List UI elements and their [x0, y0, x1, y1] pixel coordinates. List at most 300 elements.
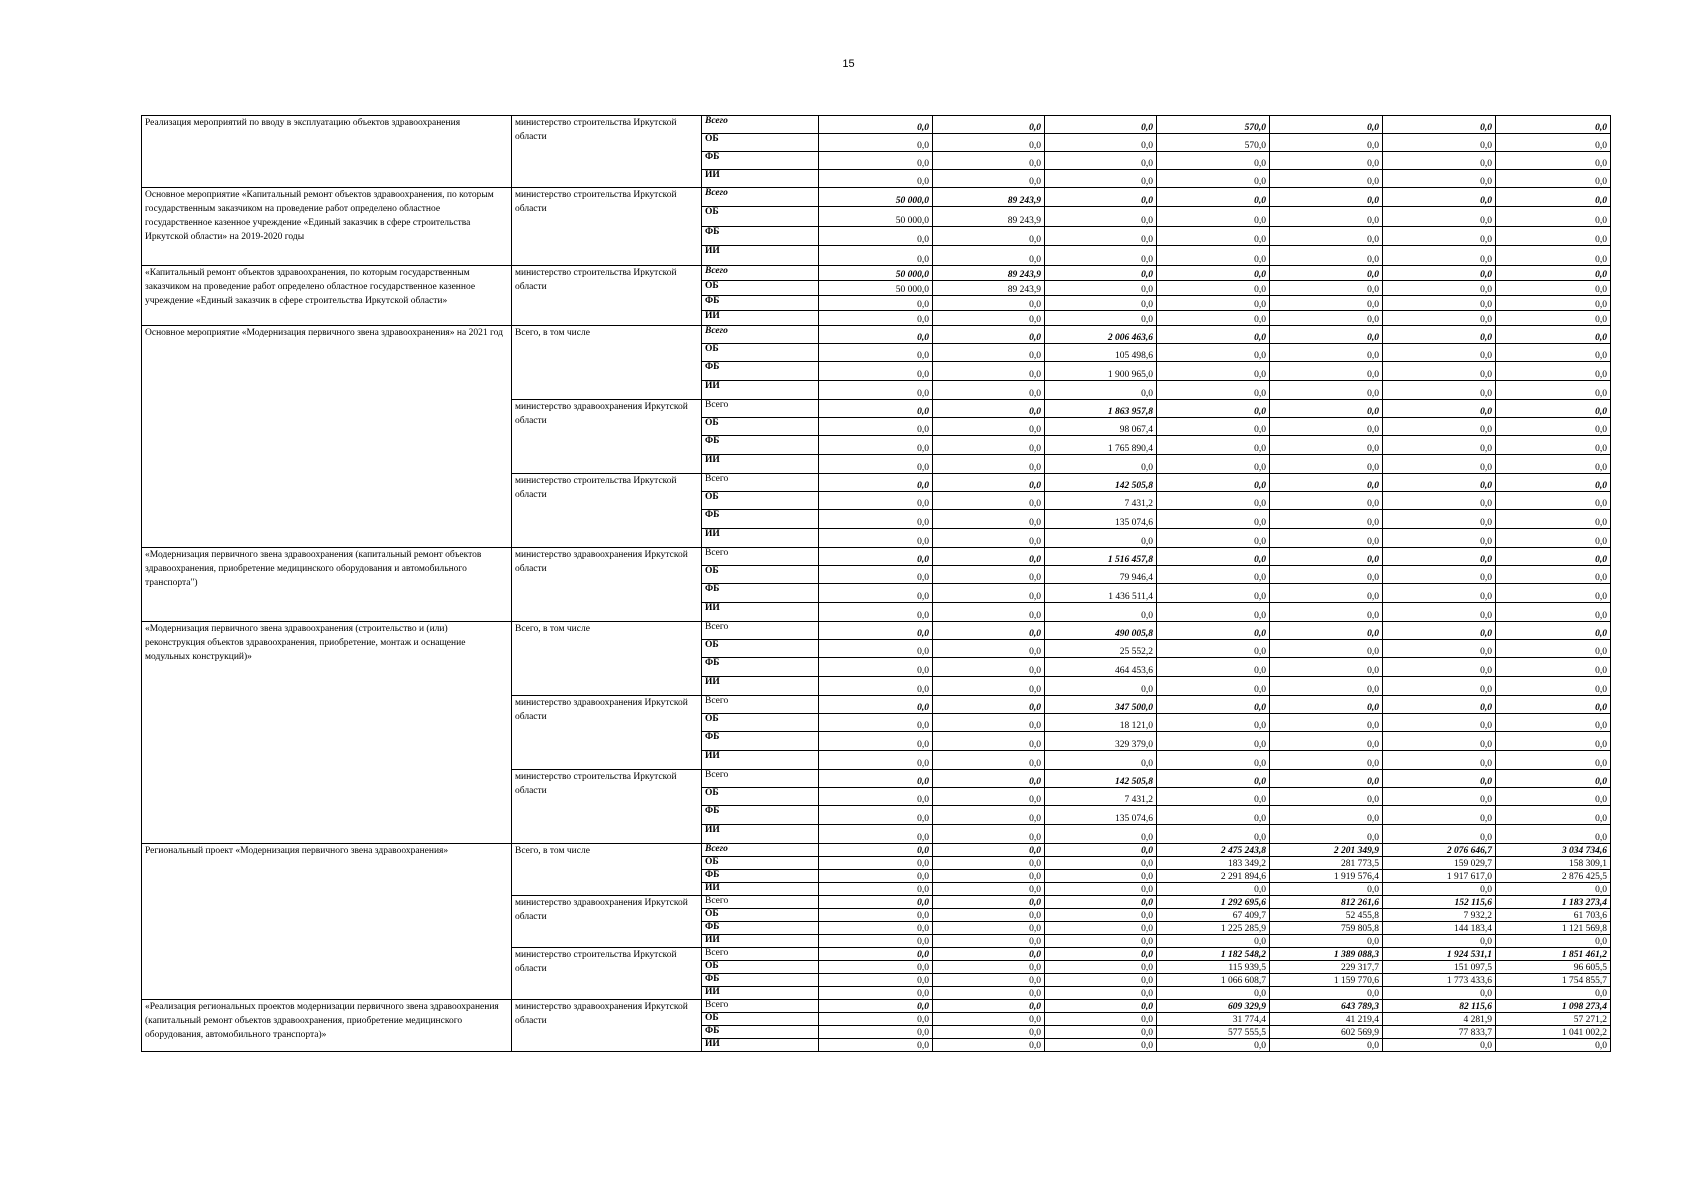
- amount-cell: 0,0: [1045, 207, 1157, 227]
- amount-cell: 0,0: [1045, 281, 1157, 296]
- amount-cell: 50 000,0: [819, 281, 933, 296]
- amount-cell: 0,0: [933, 844, 1045, 857]
- amount-cell: 0,0: [1383, 381, 1496, 400]
- amount-cell: 0,0: [933, 492, 1045, 510]
- amount-cell: 281 773,5: [1270, 857, 1383, 870]
- amount-cell: 0,0: [1270, 311, 1383, 326]
- amount-cell: 1 098 273,4: [1496, 1000, 1611, 1013]
- measure-name: Основное мероприятие «Капитальный ремонт объектов здравоохранения, по которым государственным заказчиком на проведение работ определено областное государственное казенное учреждение «Единый заказчик в сфере строительства Иркутской области» на 2019-2020 годы: [142, 188, 512, 266]
- amount-cell: 0,0: [819, 400, 933, 418]
- funding-source-cell: ОБ: [702, 788, 819, 806]
- amount-cell: 0,0: [1383, 326, 1496, 344]
- amount-cell: 0,0: [1383, 510, 1496, 529]
- amount-cell: 0,0: [1270, 751, 1383, 770]
- amount-cell: 0,0: [1383, 788, 1496, 806]
- amount-cell: 0,0: [1045, 381, 1157, 400]
- amount-cell: 0,0: [1383, 548, 1496, 566]
- amount-cell: 0,0: [1157, 418, 1270, 436]
- amount-cell: 0,0: [1496, 548, 1611, 566]
- amount-cell: 25 552,2: [1045, 640, 1157, 658]
- amount-cell: 0,0: [1383, 677, 1496, 696]
- amount-cell: 0,0: [1157, 548, 1270, 566]
- funding-source-cell: ФБ: [702, 806, 819, 825]
- funding-source-cell: ФБ: [702, 362, 819, 381]
- amount-cell: 0,0: [819, 825, 933, 844]
- amount-cell: 0,0: [819, 474, 933, 492]
- amount-cell: 0,0: [819, 227, 933, 246]
- amount-cell: 0,0: [1496, 134, 1611, 152]
- amount-cell: 0,0: [819, 640, 933, 658]
- amount-cell: 0,0: [933, 825, 1045, 844]
- funding-source-cell: ОБ: [702, 640, 819, 658]
- amount-cell: 52 455,8: [1270, 909, 1383, 922]
- amount-cell: 0,0: [933, 326, 1045, 344]
- amount-cell: 0,0: [1270, 566, 1383, 584]
- amount-cell: 0,0: [1270, 548, 1383, 566]
- funding-source-cell: ОБ: [702, 566, 819, 584]
- amount-cell: 0,0: [1045, 961, 1157, 974]
- table-row: [142, 548, 1611, 566]
- amount-cell: 0,0: [1383, 188, 1496, 207]
- amount-cell: 0,0: [819, 381, 933, 400]
- amount-cell: 0,0: [1045, 296, 1157, 311]
- amount-cell: 41 219,4: [1270, 1013, 1383, 1026]
- amount-cell: 0,0: [1496, 207, 1611, 227]
- amount-cell: 0,0: [1496, 732, 1611, 751]
- amount-cell: 0,0: [819, 974, 933, 987]
- funding-source-cell: ИИ: [702, 381, 819, 400]
- amount-cell: 0,0: [933, 935, 1045, 948]
- amount-cell: 0,0: [1045, 529, 1157, 548]
- amount-cell: 0,0: [819, 584, 933, 603]
- amount-cell: 0,0: [1157, 770, 1270, 788]
- amount-cell: 0,0: [1496, 400, 1611, 418]
- amount-cell: 0,0: [1383, 640, 1496, 658]
- funding-source-cell: ОБ: [702, 1013, 819, 1026]
- amount-cell: 0,0: [933, 640, 1045, 658]
- amount-cell: 0,0: [1496, 510, 1611, 529]
- amount-cell: 0,0: [819, 152, 933, 170]
- executor-cell: министерство здравоохранения Иркутской области: [512, 548, 702, 622]
- amount-cell: 0,0: [1045, 974, 1157, 987]
- amount-cell: 0,0: [1157, 566, 1270, 584]
- amount-cell: 1 863 957,8: [1045, 400, 1157, 418]
- measure-name: «Модернизация первичного звена здравоохранения (строительство и (или) реконструкция объектов здравоохранения, приобретение, монтаж и оснащение модульных конструкций)»: [142, 622, 512, 844]
- amount-cell: 0,0: [1383, 584, 1496, 603]
- amount-cell: 0,0: [819, 455, 933, 474]
- amount-cell: 0,0: [1157, 751, 1270, 770]
- amount-cell: 0,0: [1383, 134, 1496, 152]
- amount-cell: 0,0: [1383, 311, 1496, 326]
- amount-cell: 609 329,9: [1157, 1000, 1270, 1013]
- amount-cell: 0,0: [933, 116, 1045, 134]
- amount-cell: 0,0: [1270, 825, 1383, 844]
- funding-source-cell: ОБ: [702, 344, 819, 362]
- amount-cell: 0,0: [1270, 529, 1383, 548]
- amount-cell: 0,0: [1383, 732, 1496, 751]
- amount-cell: 0,0: [1045, 677, 1157, 696]
- amount-cell: 0,0: [1270, 436, 1383, 455]
- table-row: [142, 844, 1611, 857]
- funding-source-cell: ИИ: [702, 677, 819, 696]
- amount-cell: 0,0: [1270, 770, 1383, 788]
- executor-cell: министерство здравоохранения Иркутской области: [512, 1000, 702, 1052]
- amount-cell: 0,0: [819, 548, 933, 566]
- amount-cell: 0,0: [1157, 311, 1270, 326]
- funding-source-cell: ИИ: [702, 883, 819, 896]
- amount-cell: 0,0: [933, 974, 1045, 987]
- amount-cell: 2 006 463,6: [1045, 326, 1157, 344]
- amount-cell: 0,0: [1496, 770, 1611, 788]
- amount-cell: 18 121,0: [1045, 714, 1157, 732]
- amount-cell: 0,0: [1496, 529, 1611, 548]
- amount-cell: 0,0: [1157, 806, 1270, 825]
- funding-source-cell: Всего: [702, 266, 819, 281]
- amount-cell: 67 409,7: [1157, 909, 1270, 922]
- amount-cell: 0,0: [1270, 152, 1383, 170]
- page-number: 15: [842, 58, 855, 70]
- amount-cell: 0,0: [1383, 658, 1496, 677]
- funding-source-cell: ФБ: [702, 152, 819, 170]
- amount-cell: 1 225 285,9: [1157, 922, 1270, 935]
- amount-cell: 0,0: [1270, 603, 1383, 622]
- amount-cell: 0,0: [819, 696, 933, 714]
- amount-cell: 0,0: [1045, 987, 1157, 1000]
- funding-source-cell: ОБ: [702, 909, 819, 922]
- amount-cell: 89 243,9: [933, 281, 1045, 296]
- amount-cell: 0,0: [1383, 825, 1496, 844]
- amount-cell: 0,0: [933, 170, 1045, 188]
- amount-cell: 0,0: [933, 922, 1045, 935]
- amount-cell: 2 076 646,7: [1383, 844, 1496, 857]
- amount-cell: 0,0: [1270, 134, 1383, 152]
- amount-cell: 1 436 511,4: [1045, 584, 1157, 603]
- amount-cell: 0,0: [819, 870, 933, 883]
- amount-cell: 0,0: [1270, 696, 1383, 714]
- amount-cell: 0,0: [1270, 806, 1383, 825]
- amount-cell: 0,0: [819, 883, 933, 896]
- amount-cell: 0,0: [933, 474, 1045, 492]
- amount-cell: 0,0: [933, 1000, 1045, 1013]
- amount-cell: 0,0: [819, 844, 933, 857]
- executor-cell: министерство здравоохранения Иркутской области: [512, 896, 702, 948]
- amount-cell: 31 774,4: [1157, 1013, 1270, 1026]
- amount-cell: 0,0: [1157, 381, 1270, 400]
- amount-cell: 464 453,6: [1045, 658, 1157, 677]
- amount-cell: 0,0: [1383, 603, 1496, 622]
- amount-cell: 0,0: [1270, 714, 1383, 732]
- funding-source-cell: ФБ: [702, 436, 819, 455]
- amount-cell: 0,0: [1157, 400, 1270, 418]
- amount-cell: 0,0: [1045, 844, 1157, 857]
- amount-cell: 0,0: [1270, 418, 1383, 436]
- amount-cell: 0,0: [933, 677, 1045, 696]
- amount-cell: 0,0: [1157, 640, 1270, 658]
- funding-source-cell: Всего: [702, 326, 819, 344]
- amount-cell: 1 183 273,4: [1496, 896, 1611, 909]
- funding-source-cell: ИИ: [702, 170, 819, 188]
- funding-source-cell: ИИ: [702, 246, 819, 266]
- amount-cell: 0,0: [933, 732, 1045, 751]
- amount-cell: 570,0: [1157, 116, 1270, 134]
- amount-cell: 0,0: [1383, 529, 1496, 548]
- amount-cell: 0,0: [1270, 227, 1383, 246]
- funding-source-cell: Всего: [702, 188, 819, 207]
- amount-cell: 0,0: [1270, 400, 1383, 418]
- amount-cell: 0,0: [1496, 492, 1611, 510]
- funding-source-cell: ФБ: [702, 1026, 819, 1039]
- amount-cell: 2 475 243,8: [1157, 844, 1270, 857]
- amount-cell: 0,0: [1496, 566, 1611, 584]
- amount-cell: 0,0: [1270, 344, 1383, 362]
- amount-cell: 0,0: [1157, 188, 1270, 207]
- amount-cell: 0,0: [1496, 188, 1611, 207]
- amount-cell: 0,0: [1383, 418, 1496, 436]
- amount-cell: 0,0: [1270, 362, 1383, 381]
- amount-cell: 0,0: [1383, 207, 1496, 227]
- amount-cell: 0,0: [1383, 344, 1496, 362]
- funding-source-cell: ФБ: [702, 922, 819, 935]
- amount-cell: 0,0: [819, 418, 933, 436]
- amount-cell: 0,0: [1496, 418, 1611, 436]
- amount-cell: 0,0: [1270, 732, 1383, 751]
- amount-cell: 135 074,6: [1045, 510, 1157, 529]
- amount-cell: 0,0: [819, 1013, 933, 1026]
- amount-cell: 0,0: [819, 246, 933, 266]
- amount-cell: 0,0: [1157, 603, 1270, 622]
- amount-cell: 602 569,9: [1270, 1026, 1383, 1039]
- measure-name: Региональный проект «Модернизация первичного звена здравоохранения»: [142, 844, 512, 1000]
- amount-cell: 0,0: [933, 362, 1045, 381]
- funding-source-cell: ИИ: [702, 751, 819, 770]
- amount-cell: 0,0: [1270, 170, 1383, 188]
- amount-cell: 0,0: [1045, 311, 1157, 326]
- amount-cell: 0,0: [933, 622, 1045, 640]
- amount-cell: 0,0: [933, 418, 1045, 436]
- amount-cell: 0,0: [1045, 266, 1157, 281]
- amount-cell: 0,0: [1157, 474, 1270, 492]
- amount-cell: 0,0: [819, 311, 933, 326]
- amount-cell: 0,0: [819, 116, 933, 134]
- amount-cell: 0,0: [819, 677, 933, 696]
- amount-cell: 0,0: [1157, 788, 1270, 806]
- amount-cell: 0,0: [1045, 1026, 1157, 1039]
- amount-cell: 0,0: [819, 296, 933, 311]
- amount-cell: 79 946,4: [1045, 566, 1157, 584]
- amount-cell: 0,0: [819, 566, 933, 584]
- amount-cell: 0,0: [1496, 751, 1611, 770]
- amount-cell: 0,0: [1496, 170, 1611, 188]
- amount-cell: 0,0: [933, 696, 1045, 714]
- funding-source-cell: ИИ: [702, 455, 819, 474]
- amount-cell: 0,0: [1270, 326, 1383, 344]
- amount-cell: 0,0: [1045, 857, 1157, 870]
- amount-cell: 0,0: [933, 510, 1045, 529]
- amount-cell: 4 281,9: [1383, 1013, 1496, 1026]
- amount-cell: 0,0: [1496, 987, 1611, 1000]
- amount-cell: 0,0: [1045, 134, 1157, 152]
- amount-cell: 0,0: [933, 529, 1045, 548]
- amount-cell: 0,0: [1270, 266, 1383, 281]
- amount-cell: 0,0: [1157, 362, 1270, 381]
- amount-cell: 0,0: [1383, 436, 1496, 455]
- amount-cell: 812 261,6: [1270, 896, 1383, 909]
- funding-source-cell: ИИ: [702, 987, 819, 1000]
- amount-cell: 1 924 531,1: [1383, 948, 1496, 961]
- amount-cell: 0,0: [819, 732, 933, 751]
- amount-cell: 89 243,9: [933, 207, 1045, 227]
- amount-cell: 0,0: [1045, 227, 1157, 246]
- amount-cell: 1 182 548,2: [1157, 948, 1270, 961]
- amount-cell: 329 379,0: [1045, 732, 1157, 751]
- table-row: [142, 622, 1611, 640]
- amount-cell: 643 789,3: [1270, 1000, 1383, 1013]
- amount-cell: 0,0: [1157, 227, 1270, 246]
- amount-cell: 0,0: [1383, 883, 1496, 896]
- amount-cell: 0,0: [1270, 1039, 1383, 1052]
- amount-cell: 0,0: [933, 751, 1045, 770]
- amount-cell: 0,0: [1496, 281, 1611, 296]
- amount-cell: 1 773 433,6: [1383, 974, 1496, 987]
- amount-cell: 142 505,8: [1045, 474, 1157, 492]
- amount-cell: 1 121 569,8: [1496, 922, 1611, 935]
- amount-cell: 0,0: [1270, 788, 1383, 806]
- amount-cell: 0,0: [1496, 622, 1611, 640]
- amount-cell: 7 431,2: [1045, 492, 1157, 510]
- amount-cell: 0,0: [1157, 584, 1270, 603]
- amount-cell: 0,0: [819, 751, 933, 770]
- amount-cell: 0,0: [1045, 870, 1157, 883]
- amount-cell: 152 115,6: [1383, 896, 1496, 909]
- amount-cell: 50 000,0: [819, 188, 933, 207]
- amount-cell: 0,0: [1157, 714, 1270, 732]
- funding-source-cell: ФБ: [702, 510, 819, 529]
- funding-source-cell: Всего: [702, 548, 819, 566]
- amount-cell: 3 034 734,6: [1496, 844, 1611, 857]
- amount-cell: 0,0: [1045, 935, 1157, 948]
- amount-cell: 0,0: [1270, 381, 1383, 400]
- funding-source-cell: Всего: [702, 844, 819, 857]
- amount-cell: 0,0: [1383, 362, 1496, 381]
- amount-cell: 0,0: [819, 788, 933, 806]
- amount-cell: 158 309,1: [1496, 857, 1611, 870]
- amount-cell: 0,0: [1496, 474, 1611, 492]
- amount-cell: 0,0: [1045, 603, 1157, 622]
- amount-cell: 159 029,7: [1383, 857, 1496, 870]
- amount-cell: 0,0: [1496, 266, 1611, 281]
- amount-cell: 229 317,7: [1270, 961, 1383, 974]
- amount-cell: 0,0: [1383, 987, 1496, 1000]
- amount-cell: 0,0: [933, 296, 1045, 311]
- amount-cell: 1 851 461,2: [1496, 948, 1611, 961]
- amount-cell: 0,0: [933, 344, 1045, 362]
- amount-cell: 0,0: [1270, 584, 1383, 603]
- amount-cell: 0,0: [1157, 436, 1270, 455]
- executor-cell: министерство строительства Иркутской области: [512, 948, 702, 1000]
- amount-cell: 1 292 695,6: [1157, 896, 1270, 909]
- funding-source-cell: Всего: [702, 948, 819, 961]
- amount-cell: 0,0: [1496, 825, 1611, 844]
- amount-cell: 0,0: [1496, 714, 1611, 732]
- executor-cell: министерство строительства Иркутской области: [512, 116, 702, 188]
- amount-cell: 151 097,5: [1383, 961, 1496, 974]
- amount-cell: 0,0: [819, 1000, 933, 1013]
- amount-cell: 0,0: [1496, 603, 1611, 622]
- amount-cell: 105 498,6: [1045, 344, 1157, 362]
- amount-cell: 0,0: [1496, 640, 1611, 658]
- amount-cell: 0,0: [1496, 311, 1611, 326]
- table-row: [142, 188, 1611, 207]
- amount-cell: 0,0: [1496, 658, 1611, 677]
- amount-cell: 0,0: [1496, 116, 1611, 134]
- amount-cell: 1 917 617,0: [1383, 870, 1496, 883]
- amount-cell: 0,0: [1270, 658, 1383, 677]
- amount-cell: 0,0: [1496, 152, 1611, 170]
- amount-cell: 0,0: [1496, 362, 1611, 381]
- amount-cell: 0,0: [933, 152, 1045, 170]
- amount-cell: 89 243,9: [933, 188, 1045, 207]
- amount-cell: 98 067,4: [1045, 418, 1157, 436]
- amount-cell: 142 505,8: [1045, 770, 1157, 788]
- amount-cell: 1 041 002,2: [1496, 1026, 1611, 1039]
- amount-cell: 0,0: [1157, 825, 1270, 844]
- amount-cell: 0,0: [933, 909, 1045, 922]
- amount-cell: 0,0: [1157, 696, 1270, 714]
- amount-cell: 0,0: [1045, 170, 1157, 188]
- amount-cell: 0,0: [1383, 474, 1496, 492]
- amount-cell: 1 754 855,7: [1496, 974, 1611, 987]
- amount-cell: 0,0: [819, 948, 933, 961]
- funding-source-cell: ОБ: [702, 418, 819, 436]
- amount-cell: 0,0: [933, 400, 1045, 418]
- amount-cell: 0,0: [819, 770, 933, 788]
- amount-cell: 0,0: [933, 896, 1045, 909]
- amount-cell: 0,0: [1270, 935, 1383, 948]
- amount-cell: 0,0: [1496, 455, 1611, 474]
- funding-source-cell: ФБ: [702, 296, 819, 311]
- measure-name: Основное мероприятие «Модернизация первичного звена здравоохранения» на 2021 год: [142, 326, 512, 548]
- amount-cell: 0,0: [933, 455, 1045, 474]
- table-row: [142, 266, 1611, 281]
- amount-cell: 0,0: [1157, 622, 1270, 640]
- amount-cell: 0,0: [1496, 935, 1611, 948]
- amount-cell: 0,0: [1383, 806, 1496, 825]
- amount-cell: 0,0: [933, 961, 1045, 974]
- amount-cell: 0,0: [933, 770, 1045, 788]
- amount-cell: 0,0: [933, 883, 1045, 896]
- amount-cell: 0,0: [1383, 400, 1496, 418]
- amount-cell: 0,0: [1270, 622, 1383, 640]
- executor-cell: Всего, в том числе: [512, 326, 702, 400]
- funding-source-cell: ФБ: [702, 584, 819, 603]
- amount-cell: 0,0: [933, 870, 1045, 883]
- amount-cell: 0,0: [1383, 1039, 1496, 1052]
- amount-cell: 0,0: [1157, 266, 1270, 281]
- amount-cell: 0,0: [1496, 381, 1611, 400]
- amount-cell: 82 115,6: [1383, 1000, 1496, 1013]
- amount-cell: 0,0: [933, 857, 1045, 870]
- amount-cell: 0,0: [819, 714, 933, 732]
- amount-cell: 0,0: [1270, 677, 1383, 696]
- amount-cell: 0,0: [1270, 188, 1383, 207]
- funding-source-cell: ОБ: [702, 714, 819, 732]
- amount-cell: 0,0: [819, 436, 933, 455]
- amount-cell: 0,0: [1157, 326, 1270, 344]
- amount-cell: 0,0: [1270, 296, 1383, 311]
- amount-cell: 0,0: [1157, 344, 1270, 362]
- amount-cell: 0,0: [1157, 296, 1270, 311]
- amount-cell: 0,0: [1383, 266, 1496, 281]
